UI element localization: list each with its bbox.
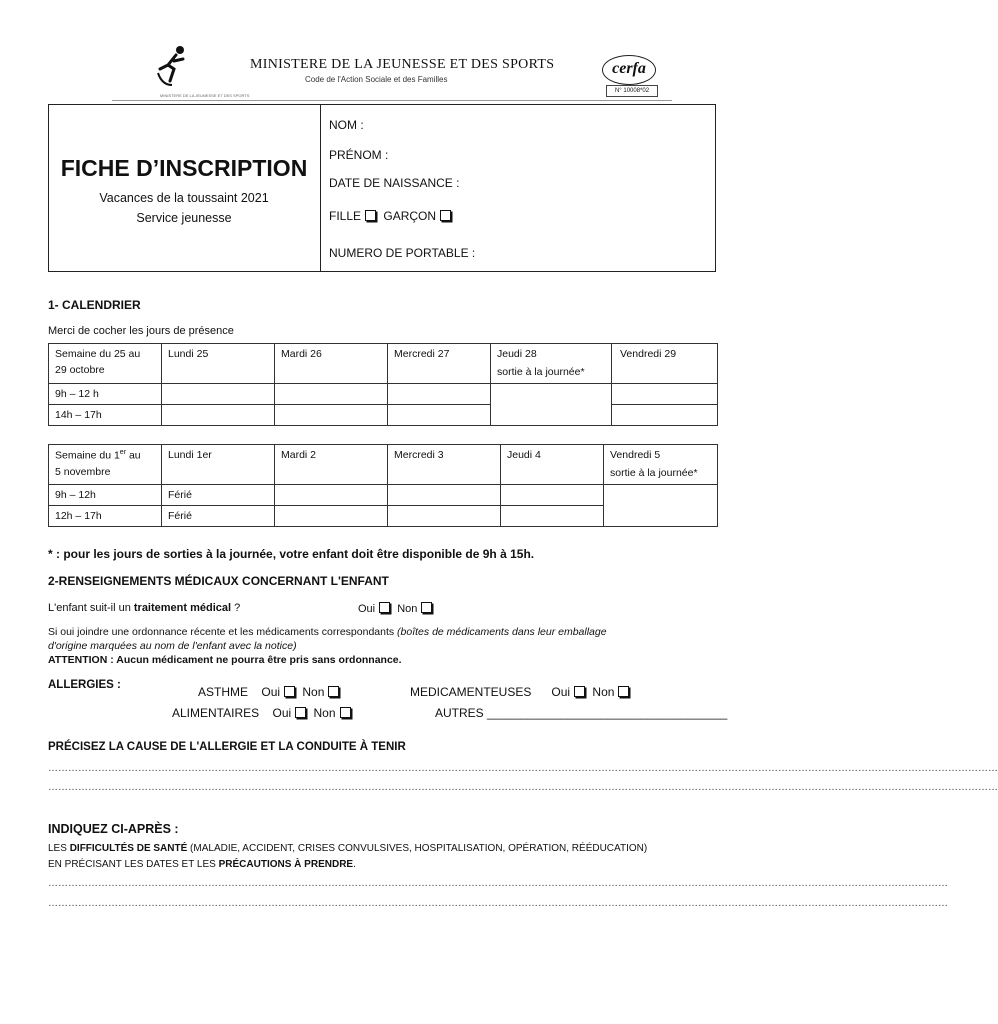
slot-cell-vendredi[interactable] <box>604 485 718 527</box>
slot-label: 12h – 17h <box>49 506 162 527</box>
week2-day: Lundi 1er <box>162 445 275 485</box>
oui-label: Oui <box>358 603 376 615</box>
slot-cell[interactable] <box>275 506 388 527</box>
athlete-logo-icon <box>150 45 190 90</box>
week1-day: Mercredi 27 <box>388 344 491 384</box>
traitement-question: L'enfant suit-il un traitement médical ? <box>48 602 241 614</box>
ordonnance-text: Si oui joindre une ordonnance récente et les médicaments correspondants (boîtes de médicaments dans leur emballage d'origine marquées au nom de l'enfant avec la notice) ATTENTION : Aucun médicament ne pourra être pris sans ordonnance. <box>48 626 607 666</box>
medical-title: 2-RENSEIGNEMENTS MÉDICAUX CONCERNANT L'ENFANT <box>48 574 389 588</box>
medicamenteuses-row: MEDICAMENTEUSES Oui Non <box>410 685 633 699</box>
week1-slot-row <box>49 384 718 405</box>
slot-cell[interactable] <box>501 506 604 527</box>
traitement-options <box>358 602 436 615</box>
ferie-cell: Férié <box>162 506 275 527</box>
asthme-non-checkbox[interactable] <box>328 686 339 697</box>
ministry-title: MINISTERE DE LA JEUNESSE ET DES SPORTS <box>250 57 555 72</box>
slot-cell[interactable] <box>388 485 501 506</box>
fille-checkbox[interactable] <box>365 210 376 221</box>
week1-label: Semaine du 25 au 29 octobre <box>49 344 162 384</box>
allergies-title: ALLERGIES : <box>48 679 121 691</box>
portable-field[interactable]: NUMERO DE PORTABLE : <box>329 246 476 260</box>
alimentaires-row: ALIMENTAIRES Oui Non <box>172 706 355 720</box>
week1-day: Mardi 26 <box>275 344 388 384</box>
medicamenteuses-oui-checkbox[interactable] <box>574 686 585 697</box>
slot-cell[interactable] <box>162 384 275 405</box>
slot-cell[interactable] <box>275 405 388 426</box>
sante-line-1[interactable]: ……………………………………………………………………………………………………………………………………………………………………………………………………………………………………………… <box>48 878 948 889</box>
garcon-label: GARÇON <box>383 209 437 223</box>
indiquez-text: LES DIFFICULTÉS DE SANTÉ (MALADIE, ACCIDENT, CRISES CONVULSIVES, HOSPITALISATION, OPÉRATION, RÉÉDUCATION) EN PRÉCISANT LES DATES ET LES PRÉCAUTIONS À PRENDRE. <box>48 843 648 870</box>
week2-day-vendredi: Vendredi 5 sortie à la journée* <box>604 445 718 485</box>
nom-field[interactable]: NOM : <box>329 118 364 132</box>
date-naissance-field[interactable]: DATE DE NAISSANCE : <box>329 176 460 190</box>
header-divider <box>112 100 672 101</box>
week1-header-row <box>49 344 718 384</box>
calendar-week1 <box>48 343 718 426</box>
slot-cell[interactable] <box>388 506 501 527</box>
week2-label: Semaine du 1er au 5 novembre <box>49 445 162 485</box>
ministry-logo <box>150 45 190 90</box>
week2-slot-row <box>49 485 718 506</box>
form-subtitle-line1: Vacances de la toussaint 2021 <box>99 191 269 205</box>
allergie-line-1[interactable]: …………………………………………………………………………………………………………………………………………………………………………………………………………………………………………………………… <box>48 763 998 774</box>
garcon-checkbox[interactable] <box>440 210 451 221</box>
slot-label: 9h – 12 h <box>49 384 162 405</box>
form-subtitle <box>55 188 313 228</box>
week1-day: Lundi 25 <box>162 344 275 384</box>
calendar-week2 <box>48 444 718 527</box>
gender-field <box>329 209 455 223</box>
precisez-title: PRÉCISEZ LA CAUSE DE L'ALLERGIE ET LA CONDUITE À TENIR <box>48 741 406 753</box>
asthme-oui-checkbox[interactable] <box>284 686 295 697</box>
calendrier-instruction: Merci de cocher les jours de présence <box>48 325 234 337</box>
fille-label: FILLE <box>329 209 362 223</box>
non-label: Non <box>397 603 418 615</box>
slot-cell[interactable] <box>612 384 718 405</box>
alimentaires-oui-checkbox[interactable] <box>295 707 306 718</box>
asthme-row: ASTHME Oui Non <box>198 685 343 699</box>
medicamenteuses-non-checkbox[interactable] <box>618 686 629 697</box>
traitement-non-checkbox[interactable] <box>421 602 432 613</box>
slot-cell[interactable] <box>388 405 491 426</box>
slot-cell[interactable] <box>501 485 604 506</box>
cerfa-number: N° 10008*02 <box>606 85 658 97</box>
week2-header-row <box>49 445 718 485</box>
week1-day: Vendredi 29 <box>612 344 718 384</box>
week1-slot-row <box>49 405 718 426</box>
slot-cell[interactable] <box>275 384 388 405</box>
slot-cell[interactable] <box>612 405 718 426</box>
week1-day-jeudi: Jeudi 28 sortie à la journée* <box>491 344 612 384</box>
week2-day: Mardi 2 <box>275 445 388 485</box>
slot-cell[interactable] <box>162 405 275 426</box>
allergie-line-2[interactable]: …………………………………………………………………………………………………………………………………………………………………………………………………………………………………………………………… <box>48 782 998 793</box>
slot-label: 9h – 12h <box>49 485 162 506</box>
slot-cell[interactable] <box>275 485 388 506</box>
cerfa-logo: cerfa <box>602 55 656 85</box>
autres-field[interactable]: AUTRES ____________________________________ <box>435 706 728 720</box>
form-subtitle-line2: Service jeunesse <box>136 211 232 225</box>
week2-day: Mercredi 3 <box>388 445 501 485</box>
ferie-cell: Férié <box>162 485 275 506</box>
calendrier-title: 1- CALENDRIER <box>48 298 141 312</box>
form-title: FICHE D’INSCRIPTION <box>60 155 308 181</box>
sante-line-2[interactable]: ……………………………………………………………………………………………………………………………………………………………………………………………………………………………………………… <box>48 898 948 909</box>
slot-label: 14h – 17h <box>49 405 162 426</box>
prenom-field[interactable]: PRÉNOM : <box>329 148 389 162</box>
sortie-note: * : pour les jours de sorties à la journée, votre enfant doit être disponible de 9h à 15h. <box>48 547 535 561</box>
week2-day: Jeudi 4 <box>501 445 604 485</box>
traitement-oui-checkbox[interactable] <box>379 602 390 613</box>
identity-box-divider <box>320 104 321 271</box>
slot-cell-jeudi[interactable] <box>491 384 612 426</box>
slot-cell[interactable] <box>388 384 491 405</box>
ministry-code: Code de l'Action Sociale et des Familles <box>305 75 448 84</box>
indiquez-title: INDIQUEZ CI-APRÈS : <box>48 822 179 836</box>
alimentaires-non-checkbox[interactable] <box>340 707 351 718</box>
logo-caption: MINISTERE DE LA JEUNESSE ET DES SPORTS <box>160 93 250 98</box>
